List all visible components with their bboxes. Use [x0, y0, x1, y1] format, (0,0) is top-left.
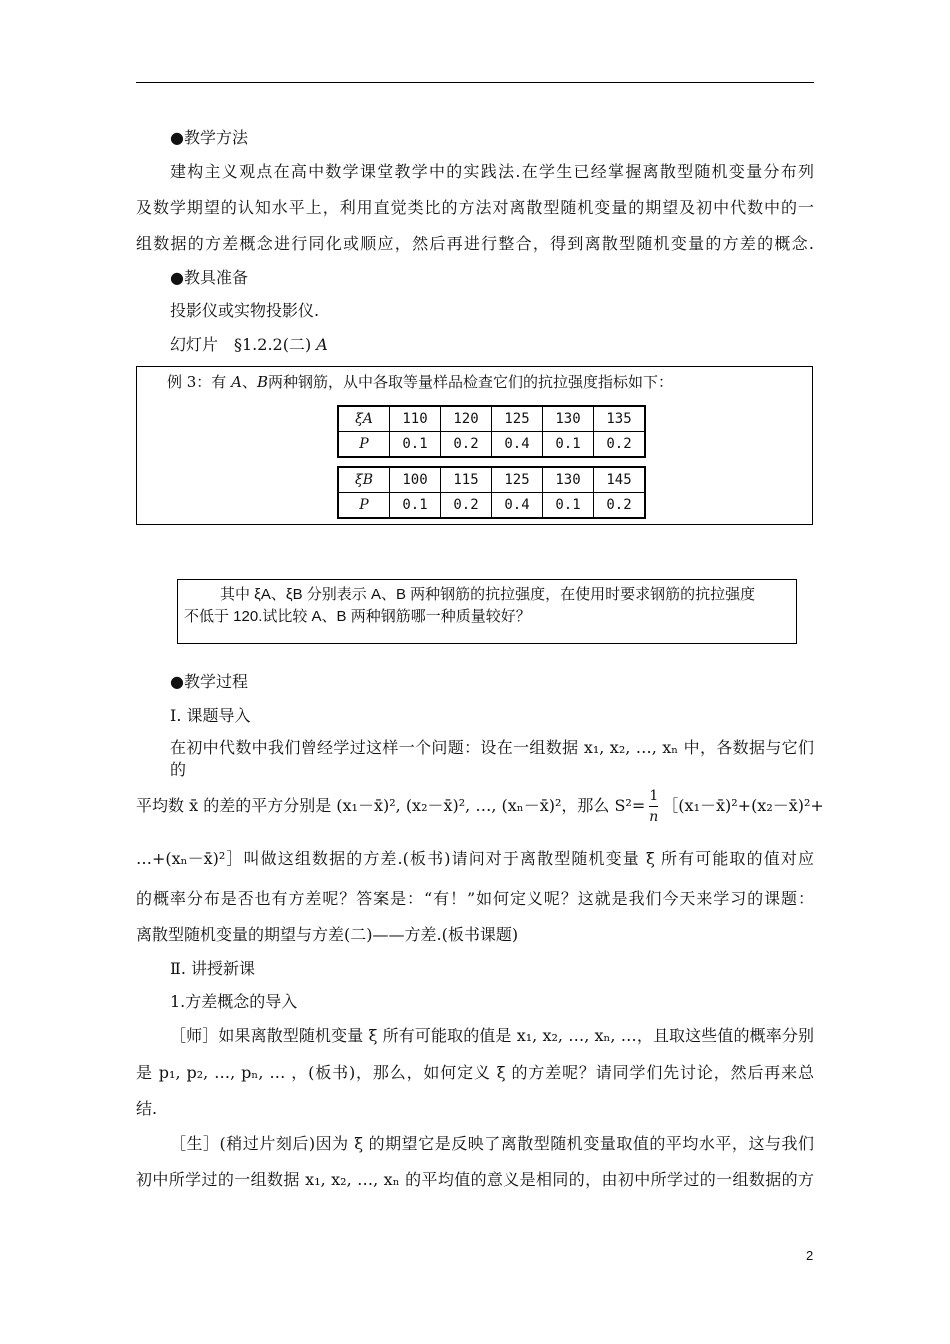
table-cell: 0.1 — [390, 432, 441, 458]
paragraph-line: 在初中代数中我们曾经学过这样一个问题：设在一组数据 x₁, x₂, …, xₙ 中，各数据与它们的 — [170, 738, 814, 779]
note-line: 不低于 120.试比较 A、B 两种钢筋哪一种质量较好？ — [184, 608, 531, 625]
table-cell: 115 — [441, 467, 492, 493]
paragraph-line: ［师］如果离散型随机变量 ξ 所有可能取的值是 x₁, x₂, …, xₙ, …，且取这些值的概率分别 — [170, 1026, 814, 1045]
note-line: 其中 ξA、ξB 分别表示 A、B 两种钢筋的抗拉强度，在使用时要求钢筋的抗拉强度 — [220, 586, 756, 603]
paragraph-line: 建构主义观点在高中数学课堂教学中的实践法.在学生已经掌握离散型随机变量分布列 — [170, 162, 814, 181]
header-rule — [136, 82, 814, 83]
slide-label: 幻灯片 §1.2.2(二) — [170, 335, 317, 354]
paragraph-line: 初中所学过的一组数据 x₁, x₂, …, xₙ 的平均值的意义是相同的，由初中所学过的一组数据的方 — [136, 1170, 814, 1189]
table-cell: 125 — [492, 406, 543, 432]
subsection-heading: Ⅱ. 讲授新课 — [170, 959, 256, 978]
section-heading-tools: ●教具准备 — [170, 268, 248, 287]
paragraph-line: 的概率分布是否也有方差呢？答案是：“有！”如何定义呢？这就是我们今天来学习的课题： — [136, 889, 814, 908]
table-b-header: ξB — [338, 467, 390, 493]
table-cell: 130 — [543, 406, 594, 432]
table-cell: 0.1 — [543, 432, 594, 458]
paragraph-line: 离散型随机变量的期望与方差(二)——方差.(板书课题) — [136, 925, 519, 944]
paragraph-line: 是 p₁, p₂, …, pₙ, … ，(板书)，那么，如何定义 ξ 的方差呢？请同学们先讨论，然后再来总 — [136, 1063, 814, 1082]
table-cell: 0.4 — [492, 493, 543, 519]
formula-tail: ［(x₁－x̄)²+(x₂－x̄)²+ — [662, 796, 824, 815]
slide-letter: A — [316, 335, 328, 354]
example-note-box — [177, 579, 797, 644]
table-cell: 135 — [594, 406, 646, 432]
table-cell: 130 — [543, 467, 594, 493]
table-a-header: ξA — [338, 406, 390, 432]
distribution-table-a — [337, 405, 646, 458]
subsection-heading: 1.方差概念的导入 — [170, 992, 298, 1011]
paragraph-line: 及数学期望的认知水平上，利用直觉类比的方法对离散型随机变量的期望及初中代数中的一 — [136, 198, 814, 217]
formula-line — [136, 786, 824, 826]
example-box — [136, 366, 813, 525]
table-cell: 0.2 — [441, 432, 492, 458]
table-cell: 125 — [492, 467, 543, 493]
table-cell: 0.1 — [543, 493, 594, 519]
paragraph-line: 投影仪或实物投影仪. — [170, 301, 320, 320]
table-cell: 100 — [390, 467, 441, 493]
fraction: $\frac{1}{n}$ — [649, 788, 659, 825]
paragraph-line: 组数据的方差概念进行同化或顺应，然后再进行整合，得到离散型随机变量的方差的概念. — [136, 234, 814, 253]
distribution-table-b — [337, 466, 646, 519]
subsection-heading: Ⅰ. 课题导入 — [170, 706, 251, 725]
table-cell: 0.2 — [594, 493, 646, 519]
section-heading-process: ●教学过程 — [170, 672, 248, 691]
formula-text: 平均数 x̄ 的差的平方分别是 (x₁－x̄)², (x₂－x̄)², …, (xₙ－x̄)²，那么 S²= — [136, 796, 646, 815]
table-cell: 0.2 — [594, 432, 646, 458]
paragraph-line: ［生］(稍过片刻后)因为 ξ 的期望它是反映了离散型随机变量取值的平均水平，这与我们 — [170, 1134, 814, 1153]
example-caption: 例 3：有 A、B两种钢筋，从中各取等量样品检查它们的抗拉强度指标如下： — [167, 373, 673, 391]
slide-reference — [170, 334, 814, 356]
table-cell: 0.2 — [441, 493, 492, 519]
table-cell: 120 — [441, 406, 492, 432]
page-number: 2 — [806, 1248, 814, 1263]
table-cell: 0.1 — [390, 493, 441, 519]
table-cell: 110 — [390, 406, 441, 432]
table-b-p-label: P — [338, 493, 390, 519]
table-cell: 0.4 — [492, 432, 543, 458]
paragraph-line: 结. — [136, 1099, 158, 1118]
paragraph-line: …+(xₙ－x̄)²］叫做这组数据的方差.(板书)请问对于离散型随机变量 ξ 所有可能取的值对应 — [136, 849, 814, 868]
table-cell: 145 — [594, 467, 646, 493]
section-heading-method: ●教学方法 — [170, 128, 248, 147]
table-a-p-label: P — [338, 432, 390, 458]
